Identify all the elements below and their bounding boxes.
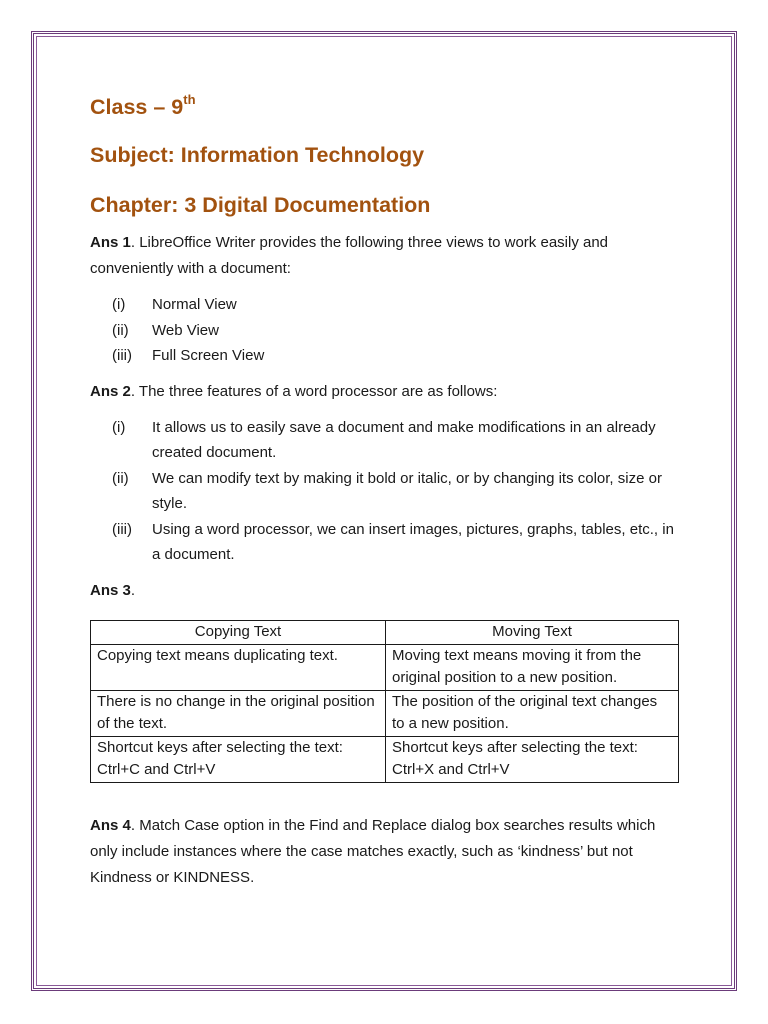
- table-header-cell: Moving Text: [386, 620, 679, 644]
- chapter-heading: Chapter: 3 Digital Documentation: [90, 193, 431, 217]
- ans1-list: [90, 292, 680, 369]
- table-cell: Shortcut keys after selecting the text: Ctrl+X and Ctrl+V: [386, 736, 679, 782]
- list-item-text: It allows us to easily save a document and make modifications in an already created document.: [152, 418, 656, 461]
- list-item-text: Web View: [152, 321, 219, 339]
- table-row: [91, 690, 679, 736]
- table-header-row: [91, 620, 679, 644]
- ans2-list: [90, 415, 680, 568]
- document-body: [90, 92, 680, 901]
- ans3-label: Ans 3: [90, 581, 131, 599]
- ans1-text: . LibreOffice Writer provides the following three views to work easily and conveniently with a document:: [90, 234, 609, 277]
- table-header-cell: Copying Text: [91, 620, 386, 644]
- ans2-label: Ans 2: [90, 382, 131, 400]
- table-row: [91, 644, 679, 690]
- table-row: [91, 736, 679, 782]
- table-cell: Shortcut keys after selecting the text: Ctrl+C and Ctrl+V: [91, 736, 386, 782]
- list-item: [90, 517, 680, 568]
- list-item-number: (i): [112, 418, 126, 436]
- list-item-text: Using a word processor, we can insert images, pictures, graphs, tables, etc., in a document.: [152, 520, 674, 563]
- class-label: Class – 9: [90, 95, 184, 119]
- ans4-paragraph: [90, 813, 680, 891]
- comparison-table: [90, 620, 679, 783]
- list-item: [90, 343, 680, 369]
- list-item-number: (ii): [112, 321, 129, 339]
- table-cell: Moving text means moving it from the original position to a new position.: [386, 644, 679, 690]
- class-heading: [90, 92, 680, 122]
- ans4-text: . Match Case option in the Find and Replace dialog box searches results which only include instances where the case matches exactly, such as ‘kindness’ but not Kindness or KINDNESS.: [90, 816, 656, 886]
- list-item-number: (iii): [112, 347, 132, 364]
- subject-heading: Subject: Information Technology: [90, 143, 425, 167]
- ans3-text: .: [130, 581, 136, 599]
- table-cell: Copying text means duplicating text.: [91, 644, 386, 690]
- ans1-label: Ans 1: [90, 234, 131, 251]
- list-item: [90, 415, 680, 466]
- ans3-paragraph: [90, 578, 680, 604]
- table-cell: There is no change in the original position of the text.: [91, 690, 386, 736]
- ans4-label: Ans 4: [90, 816, 131, 834]
- ans1-paragraph: [90, 230, 680, 282]
- list-item-number: (ii): [112, 469, 129, 487]
- list-item-text: Normal View: [152, 296, 237, 313]
- ans2-paragraph: [90, 379, 680, 405]
- ans2-text: . The three features of a word processor are as follows:: [130, 382, 498, 400]
- class-superscript: th: [183, 92, 196, 107]
- list-item: [90, 292, 680, 318]
- table-cell: The position of the original text changes to a new position.: [386, 690, 679, 736]
- list-item-number: (i): [112, 296, 126, 313]
- list-item-text: Full Screen View: [152, 347, 265, 364]
- list-item-text: We can modify text by making it bold or italic, or by changing its color, size or style.: [152, 469, 662, 512]
- list-item: [90, 318, 680, 344]
- list-item: [90, 466, 680, 517]
- list-item-number: (iii): [112, 520, 132, 538]
